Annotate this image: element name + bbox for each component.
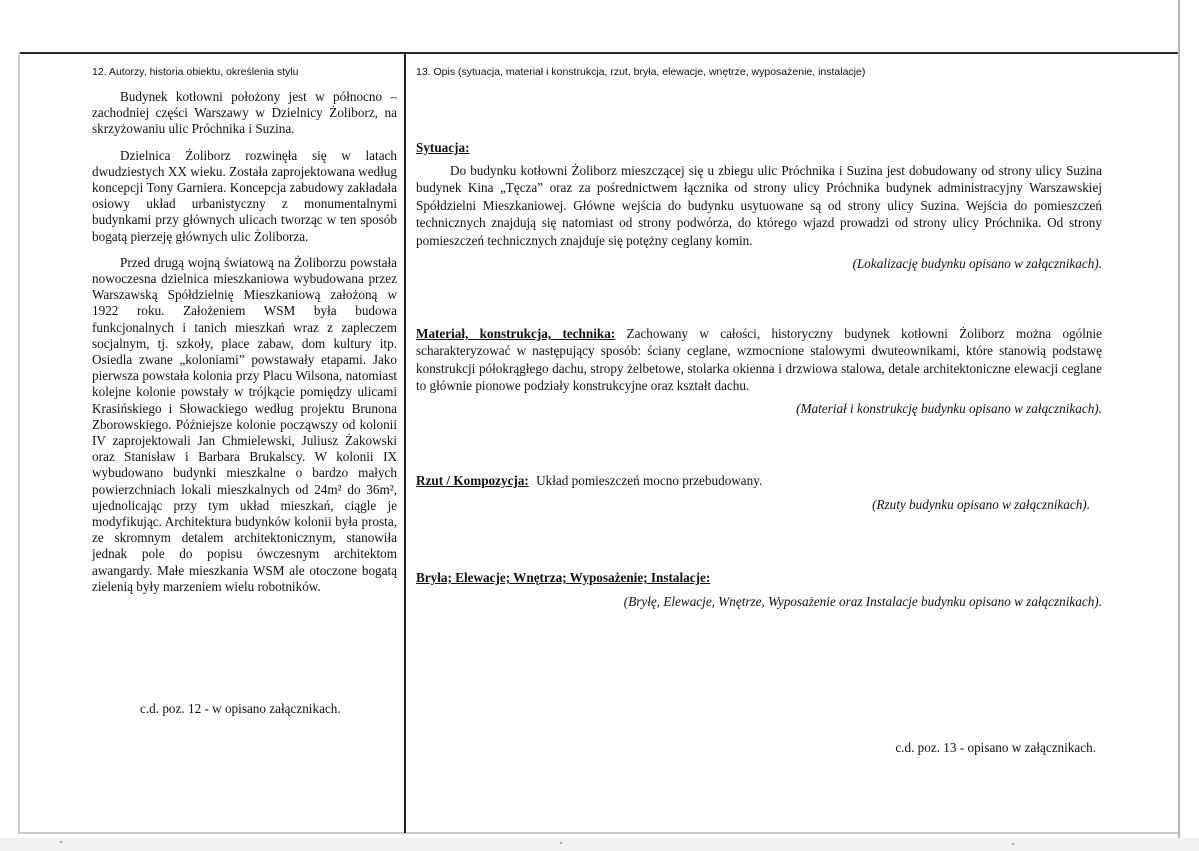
rzut-title: Rzut / Kompozycja: (416, 473, 529, 488)
material-section (416, 325, 1102, 417)
material-paragraph (416, 325, 1102, 395)
material-note: (Materiał i konstrukcję budynku opisano w załącznikach). (796, 400, 1102, 416)
section-12-continuation: c.d. poz. 12 - w opisano załącznikach. (140, 701, 341, 716)
rzut-section (416, 472, 1102, 513)
scan-speck (60, 841, 62, 843)
bryla-note: (Bryłę, Elewacje, Wnętrze, Wyposażenie oraz Instalacje budynku opisano w załącznikach). (623, 594, 1102, 609)
frame-right-line (1178, 0, 1180, 851)
rzut-text: Układ pomieszczeń mocno przebudowany. (536, 473, 763, 488)
frame-left-line (18, 52, 20, 832)
rzut-paragraph (416, 472, 1102, 489)
bryla-section (416, 570, 1102, 610)
sytuacja-note: (Lokalizację budynku opisano w załącznikach). (852, 256, 1102, 272)
frame-bottom-line (18, 832, 1178, 834)
paragraph: Przed drugą wojną światową na Żoliborzu powstała nowoczesna dzielnica mieszkaniowa wybudowana przez Warszawską Spółdzielnię Mieszkaniową założoną w 1922 roku. Założeniem WSM była budowa funkcjonalnych i tanich mieszkań wraz z zapleczem socjalnym, tj. szkoły, place zabaw, dom kultury itp. Osiedla zwane „koloniami” powstawały etapami. Jako pierwsza powstała kolonia przy Placu Wilsona, natomiast kolejne kolonie powstały w trójkącie pomiędzy ulicami Krasińskiego i Słowackiego według projektu Brunona Zborowskiego. Późniejsze kolonie począwszy od kolonii IV zaprojektowali Jan Chmielewski, Juliusz Żakowski oraz Stanisław i Barbara Brukalscy. W kolonii IX wybudowano budynki mieszkalne o bardzo małych powierzchniach lokali mieszkalnych od 24m² do 36m², ujednolicając przy tym układ mieszkań, ciągle je modyfikując. Architektura budynków kolonii była prosta, ze skromnym detalem architektonicznym, stanowiła jednak pole do popisu ówczesnym architektom awangardy. Małe mieszkania WSM ale otoczone bogatą zielenią były marzeniem wielu robotników. (92, 254, 397, 594)
scan-speck (560, 842, 562, 844)
sytuacja-section (416, 140, 1102, 272)
section-13-heading: 13. Opis (sytuacja, materiał i konstrukcja, rzut, bryła, elewacje, wnętrze, wyposażenie, instalacje) (416, 66, 866, 78)
scan-edge (0, 838, 1199, 851)
column-divider (404, 53, 406, 833)
material-title: Materiał, konstrukcja, technika: (416, 326, 616, 341)
section-13-continuation: c.d. poz. 13 - opisano w załącznikach. (895, 740, 1096, 755)
material-text: Zachowany w całości, historyczny budynek kotłowni Żoliborz można ogólnie scharakteryzować w następujący sposób: ściany ceglane, wzmocnione stalowymi dwuteownikami, które stanowią podstawę konstrukcji półokrągłego dachu, stropy żelbetowe, stolarka okienna i drzwiowa stalowa, detale architektoniczne elewacji ceglane to głównie pionowe podziały konstrukcyjne oraz kształt dachu. (416, 326, 1102, 394)
paragraph: Dzielnica Żoliborz rozwinęła się w latach dwudziestych XX wieku. Została zaprojektowana według koncepcji Tony Garniera. Koncepcja zabudowy zakładała osiowy układ urbanistyczny z monumentalnymi budynkami przy głównych ulicach tworząc w ten sposób bogatą pierzeję głównych ulic Żoliborza. (92, 147, 397, 244)
sytuacja-text: Do budynku kotłowni Żoliborz mieszczącej się u zbiegu ulic Próchnika i Suzina jest dobudowany od strony ulicy Suzina budynek Kina „Tęcza” oraz za pośrednictwem łącznika od strony ulicy Próchnika budynek administracyjny Warszawskiej Spółdzielni Mieszkaniowej. Główne wejścia do budynku usytuowane są od strony ulicy Suzina. Wejścia do pomieszczeń technicznych znajdują się natomiast od strony podwórza, do którego wjazd prowadzi od strony ulicy Próchnika. Od strony pomieszczeń technicznych znajduje się potężny ceglany komin. (416, 163, 1102, 248)
sytuacja-title: Sytuacja: (416, 140, 470, 155)
rzut-note: (Rzuty budynku opisano w załącznikach). (872, 497, 1090, 513)
section-12-heading: 12. Autorzy, historia obiektu, określenia stylu (92, 66, 299, 78)
bryla-title: Bryła; Elewacje; Wnętrza; Wyposażenie; Instalacje: (416, 570, 711, 585)
left-column (92, 66, 397, 605)
frame-top-line (18, 52, 1178, 54)
paragraph: Budynek kotłowni położony jest w północno – zachodniej części Warszawy w Dzielnicy Żoliborz, na skrzyżowaniu ulic Próchnika i Suzina. (92, 89, 397, 137)
right-column-header (416, 66, 1101, 89)
scan-speck (1012, 843, 1014, 845)
